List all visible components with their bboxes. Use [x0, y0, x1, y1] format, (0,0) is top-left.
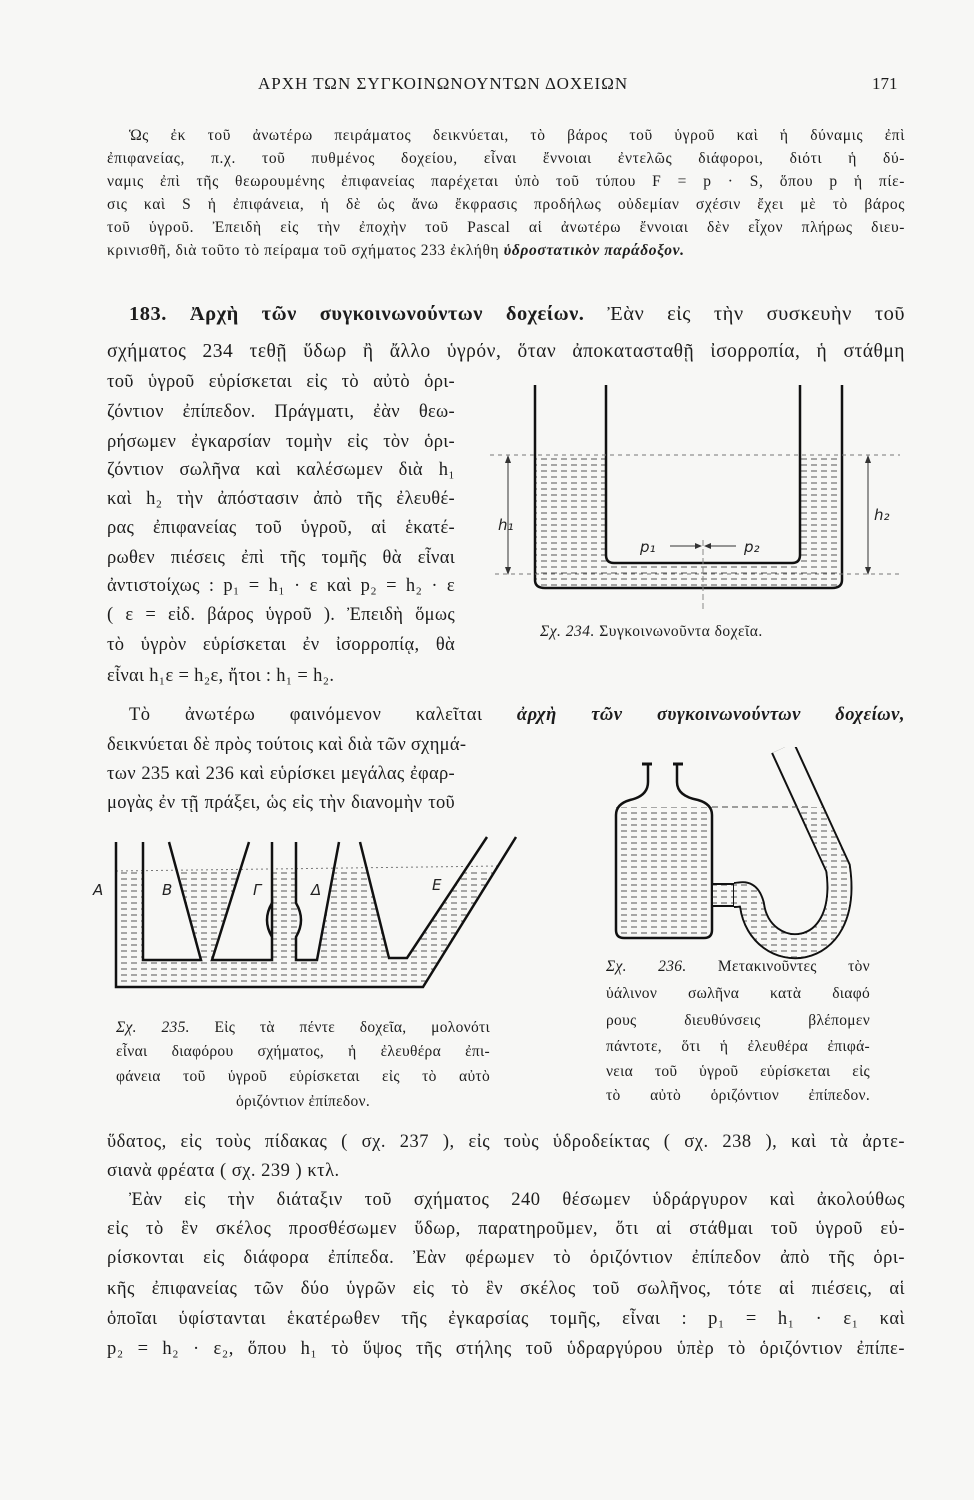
text-line [116, 1043, 490, 1061]
text-line [606, 1087, 870, 1105]
text-line [116, 1019, 490, 1037]
text-line [107, 196, 905, 214]
figure-235-five-vessels [92, 837, 516, 988]
text-line [107, 1219, 905, 1240]
text-line [107, 1309, 905, 1330]
text-line [107, 150, 905, 168]
text-line [107, 635, 455, 656]
text-segment: κρινισθῆ, διὰ τοῦτο τὸ πείραμα τοῦ σχήματος 233 ἐκλήθη [107, 242, 504, 260]
text-line [606, 985, 870, 1003]
text-line [107, 793, 455, 814]
text-line [540, 623, 870, 641]
emphasis-text: ἀρχὴ τῶν συγκοινωνούντων δοχείων, [516, 704, 905, 725]
text-line [129, 127, 905, 145]
label-a: A [93, 881, 104, 899]
text-segment: ὁριζόντιον ἐπίπεδον. [235, 1093, 371, 1111]
text-line [107, 1161, 905, 1182]
text-segment: ὁποῖαι ὑφίστανται ἑκατέρωθεν τῆς ἐγκαρσίας τομῆς, εἶναι : p₁ = h₁ · ε₁ καὶ [107, 1308, 905, 1329]
running-title: ΑΡΧΗ ΤΩΝ ΣΥΓΚΟΙΝΩΝΟΥΝΤΩΝ ΔΟΧΕΙΩΝ [258, 74, 629, 93]
text-segment: ζόντιον σωλῆνα καὶ καλέσωμεν διὰ h₁ [107, 459, 455, 480]
text-segment: δεικνύεται δὲ πρὸς τούτοις καὶ διὰ τῶν σχημά- [107, 734, 467, 755]
text-segment: ἀντιστοίχως : p₁ = h₁ · ε καὶ p₂ = h₂ · ε [107, 575, 455, 596]
text-line [107, 666, 455, 687]
text-line [107, 219, 905, 237]
label-p1: p₁ [640, 538, 656, 556]
text-segment: ρωθεν πιέσεις ἐπὶ τῆς τομῆς θὰ εἶναι [107, 547, 455, 568]
text-segment: ὕδατος, εἰς τοὺς πίδακας ( σχ. 237 ), εἰς τοὺς ὑδροδείκτας ( σχ. 238 ), καὶ τὰ ἀρτε- [107, 1131, 905, 1152]
text-line [107, 402, 455, 423]
emphasis-text: Σχ. 234. [540, 623, 600, 641]
text-line [107, 518, 455, 539]
emphasis-text: ὑδροστατικὸν παράδοξον. [503, 242, 685, 260]
text-segment: τοῦ ὑγροῦ εὑρίσκεται εἰς τὸ αὐτὸ ὁρι- [107, 371, 455, 392]
text-segment: ζόντιον ἐπίπεδον. Πράγματι, ἐὰν θεω- [107, 401, 455, 422]
text-segment: τὸ αὐτὸ ὁριζόντιον ἐπίπεδον. [606, 1087, 870, 1105]
text-segment: ( ε = εἰδ. βάρος ὑγροῦ ). Ἐπειδὴ ὅμως [107, 604, 455, 625]
text-line [107, 489, 455, 510]
figure-236-bottle-and-tube [616, 735, 839, 946]
text-line [107, 1132, 905, 1153]
text-line [107, 1339, 905, 1360]
text-segment: των 235 καὶ 236 καὶ εὑρίσκει μεγάλας ἐφαρ- [107, 763, 455, 784]
label-p2: p₂ [744, 538, 760, 556]
text-segment: εἶναι h₁ε = h₂ε, ἤτοι : h₁ = h₂. [107, 665, 335, 686]
label-b: B [162, 881, 173, 899]
figure-234-communicating-vessels [490, 385, 900, 610]
text-segment: p₂ = h₂ · ε₂, ὅπου h₁ τὸ ὕψος τῆς στήλης τοῦ ὑδραργύρου ὑπὲρ τὸ ὁριζόντιον ἐπίπε- [107, 1338, 905, 1359]
text-line [107, 764, 455, 785]
text-segment: σιανὰ φρέατα ( σχ. 239 ) κτλ. [107, 1160, 340, 1181]
text-segment: εἶναι διαφόρου σχήματος, ἡ ἐλευθέρα ἐπι- [116, 1043, 490, 1061]
text-segment: φάνεια τοῦ ὑγροῦ εὑρίσκεται εἰς τὸ αὐτὸ [116, 1068, 490, 1086]
text-segment: σχήματος 234 τεθῇ ὕδωρ ἢ ἄλλο ὑγρόν, ὅταν ἀποκατασταθῇ ἰσορροπία, ἡ στάθμη [107, 340, 905, 362]
text-segment: εἰς τὸ ἓν σκέλος προσθέσωμεν ὕδωρ, παρατηροῦμεν, ὅτι αἱ στάθμαι τοῦ ὑγροῦ εὑ- [107, 1218, 905, 1239]
text-segment: ρας ἐπιφανείας τοῦ ὑγροῦ, αἱ ἑκατέ- [107, 517, 455, 538]
text-line [107, 1279, 905, 1300]
text-segment: τὸ ὑγρὸν εὑρίσκεται ἐν ἰσορροπίᾳ, θὰ [107, 634, 455, 655]
text-segment: Τὸ ἀνωτέρω φαινόμενον καλεῖται [129, 704, 517, 725]
text-segment: ρήσωμεν ἐγκαρσίαν τομὴν εἰς τὸν ὁρι- [107, 431, 455, 452]
text-line [129, 705, 905, 726]
text-line [107, 734, 467, 756]
text-segment: ρους διευθύνσεις βλέπομεν [606, 1012, 870, 1030]
label-e: E [432, 876, 442, 894]
text-segment: Μετακινοῦντες τὸν [717, 958, 870, 976]
text-segment: Συγκοινωνοῦντα δοχεῖα. [599, 623, 763, 641]
text-line [107, 460, 455, 481]
text-line [107, 605, 455, 626]
text-segment: νεια τοῦ ὑγροῦ εὑρίσκεται εἰς [606, 1063, 870, 1081]
text-line [129, 1190, 905, 1211]
text-line [107, 1248, 905, 1269]
text-segment: καὶ h₂ τὴν ἀπόστασιν ἀπὸ τῆς ἐλευθέ- [107, 488, 455, 509]
page-number: 171 [872, 74, 898, 93]
label-h1: h₁ [498, 516, 514, 534]
label-h2: h₂ [874, 506, 890, 524]
text-segment: ὑάλινον σωλῆνα κατὰ διαφό [606, 985, 870, 1003]
label-d: Δ [311, 881, 322, 899]
text-line [107, 576, 455, 597]
text-line [129, 303, 905, 326]
text-segment: Ὡς ἐκ τοῦ ἀνωτέρω πειράματος δεικνύεται, τὸ βάρος τοῦ ὑγροῦ καὶ ἡ δύναμις ἐπὶ [129, 127, 905, 145]
text-line [107, 173, 905, 191]
text-line [107, 341, 905, 363]
text-line [606, 1063, 870, 1081]
text-line [107, 548, 455, 569]
text-segment: ρίσκονται εἰς διάφορα ἐπίπεδα. Ἐὰν φέρωμεν τὸ ὁριζόντιον ἐπίπεδον ἀπὸ τῆς ὁρι- [107, 1247, 905, 1268]
text-segment: ναμις ἐπὶ τῆς θεωρουμένης ἐπιφανείας παρέχεται ὑπὸ τοῦ τύπου F = p · S, ὅπου p ἡ πίε- [107, 173, 905, 191]
text-line [116, 1068, 490, 1086]
text-line [606, 958, 870, 976]
text-segment: πάντοτε, ὅτι ἡ ἐλευθέρα ἐπιφά- [606, 1038, 870, 1056]
text-segment: τοῦ ὑγροῦ. Ἐπειδὴ εἰς τὴν ἐποχὴν τοῦ Pascal αἱ ἀνωτέρω ἔννοιαι δὲν εἶχον πλήρως διευ- [107, 219, 905, 237]
text-segment: κῆς ἐπιφανείας τῶν δύο ὑγρῶν εἰς τὸ ἓν σκέλος τοῦ σωλῆνος, τότε αἱ πιέσεις, αἱ [107, 1278, 905, 1299]
text-segment: Ἐὰν εἰς τὴν συσκευὴν τοῦ [584, 303, 906, 326]
text-segment: Εἰς τὰ πέντε δοχεῖα, μολονότι [214, 1019, 491, 1037]
text-segment: ἐπιφανείας, π.χ. τοῦ πυθμένος δοχείου, εἶναι ἔννοιαι ἐντελῶς διάφοροι, διότι ἡ δύ- [107, 150, 905, 168]
text-segment: σις καὶ S ἡ ἐπιφάνεια, ἡ δὲ ὡς ἄνω ἔκφρασις προδήλως οὐδεμίαν σχέσιν ἔχει μὲ τὸ βάρος [107, 196, 905, 214]
text-line [107, 242, 905, 260]
text-segment: μογὰς ἐν τῇ πράξει, ὡς εἰς τὴν διανομὴν τοῦ [107, 792, 455, 813]
text-line [107, 372, 455, 393]
text-line [606, 1038, 870, 1056]
emphasis-text: Σχ. 236. [606, 958, 718, 976]
text-line [116, 1093, 490, 1111]
text-segment: Ἐὰν εἰς τὴν διάταξιν τοῦ σχήματος 240 θέσωμεν ὑδράργυρον καὶ ἀκολούθως [129, 1189, 905, 1210]
text-line [606, 1012, 870, 1030]
emphasis-text: 183. Ἀρχὴ τῶν συγκοινωνούντων δοχείων. [129, 303, 585, 326]
text-line [107, 432, 455, 453]
emphasis-text: Σχ. 235. [116, 1019, 215, 1037]
label-g: Γ [253, 881, 262, 899]
